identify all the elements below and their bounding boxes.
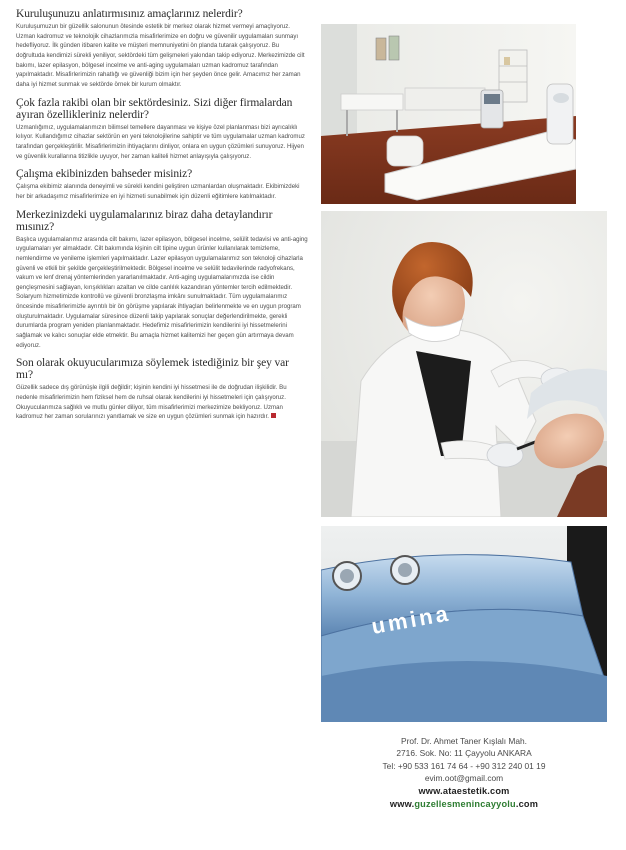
end-of-article-mark: [271, 413, 276, 418]
question-heading: Merkezinizdeki uygulamalarınız biraz daha detaylandırır mısınız?: [16, 208, 273, 233]
qa-section: [16, 97, 308, 162]
answer-paragraph: Kuruluşumuzun bir güzellik salonunun ötesinde estetik bir merkez olarak hizmet vermeyi amaçlıyoruz. Uzman kadromuz ve teknolojik cihazlarımızla misafirlerimize en doğru ve güvenilir uygulamaları sunmayı hedefliyoruz. İlk günden itibaren kalite ve müşteri memnuniyetini ön planda tutarak çalışıyoruz. Bu doğrultuda kendimizi sürekli yeniliyor, sektördeki tüm gelişmeleri yakından takip ediyoruz. Merkezimizde cilt bakımı, lazer epilasyon, bölgesel incelme ve anti-aging uygulamaları uzman kadromuz tarafından yapılmaktadır. Misafirlerimizin rahatlığı ve güvenliği bizim için her şeyden önce gelir. Amacımız her zaman daha iyi hizmet sunmak ve sektörde örnek bir kurum olmaktır.: [16, 23, 305, 88]
sunbed-brand-text: umina: [369, 600, 453, 639]
contact-block: [330, 735, 598, 811]
website-link-ataestetik[interactable]: www.ataestetik.com: [418, 785, 510, 796]
question-heading: Çok fazla rakibi olan bir sektördesiniz. Sizi diğer firmalardan ayıran özellikleriniz nelerdir?: [16, 96, 293, 121]
address-line-2: 2716. Sok. No: 11 Çayyolu ANKARA: [396, 748, 532, 759]
vent-icon: [391, 556, 419, 584]
article-column: [16, 8, 308, 842]
answer-paragraph: Başlıca uygulamalarımız arasında cilt bakımı, lazer epilasyon, bölgesel incelme, selülit tedavisi ve anti-aging uygulamaları yer almaktadır. Cilt bakımında kişinin cilt tipine uygun ürünler kullanılarak temizleme, nemlendirme ve yenileme işlemleri yapılmaktadır. Lazer epilasyon uygulamalarımız son teknoloji cihazlarla güvenli ve etkili bir şekilde gerçekleştirilmektedir. Bölgesel incelme ve selülit tedavilerinde radyofrekans, vakum ve lenf drenaj yöntemlerinden yararlanılmaktadır. Anti-aging uygulamalarımızda ise cildin gençleşmesini sağlayan, kırışıklıkları azaltan ve cilde canlılık kazandıran yöntemler tercih edilmektedir. Solaryum hizmetimizde kontrollü ve güvenli bronzlaşma imkânı sunulmaktadır. Tüm uygulamalarımız öncesinde misafirlerimizle ayrıntılı bir ön görüşme yapılarak ihtiyaçları belirlenmekte ve en uygun program oluşturulmaktadır. Uygulamalar süresince düzenli takip yapılarak sonuçlar değerlendirilmekte, gerekli durumlarda program yeniden planlanmaktadır. Hedefimiz misafirlerimizin kendilerini iyi hissetmelerini sağlamak ve kalıcı sonuçlar elde etmektir. Bu amaçla hizmet kalitemizi her geçen gün artırmaya devam ediyoruz.: [16, 235, 308, 349]
address-line-1: Prof. Dr. Ahmet Taner Kışlalı Mah.: [401, 736, 527, 746]
qa-section: [16, 357, 308, 422]
facial-treatment-photo: [321, 211, 607, 517]
qa-section: [16, 209, 308, 351]
qa-section: [16, 168, 308, 201]
answer-paragraph: [16, 383, 308, 422]
answer-paragraph: Çalışma ekibimiz alanında deneyimli ve sürekli kendini geliştiren uzmanlardan oluşmaktadır. Ekibimizdeki her bir arkadaşımız misafirlerimize en iyi hizmeti sunabilmek için düzenli eğitimlere katılmaktadır.: [16, 183, 300, 200]
website-prefix: www.: [389, 798, 415, 809]
qa-section: [16, 8, 308, 90]
question-heading: Kuruluşunuzu anlatırmısınız amaçlarınız nelerdir?: [16, 8, 243, 20]
question-heading: Son olarak okuyucularımıza söylemek istediğiniz bir şey var mı?: [16, 357, 289, 382]
answer-paragraph: Uzmanlığımız, uygulamalarımızın bilimsel temellere dayanması ve kişiye özel planlanması bizi ayrıcalıklı kılıyor. Kullandığımız cihazlar sektörün en yeni teknolojilerine sahiptir ve tüm uygulamalar uzman kadromuz tarafından gerçekleştirilir. Misafirlerimizin ihtiyaçlarını dinliyor, onlara en uygun çözümleri sunuyoruz. Hijyen ve güvenlik kurallarına titizlikle uyuyor, her zaman kaliteli hizmet anlayışıyla çalışıyoruz.: [16, 123, 305, 160]
question-heading: Çalışma ekibinizden bahseder misiniz?: [16, 168, 193, 181]
email-link[interactable]: evim.oot@gmail.com: [424, 773, 504, 784]
solarium-photo: [321, 526, 607, 722]
website-domain: guzellesmenincayyolu: [414, 798, 516, 809]
vent-icon: [333, 562, 361, 590]
treatment-room-photo: [321, 24, 576, 204]
website-link-guzellesmenin[interactable]: [330, 798, 598, 811]
phone-line: Tel: +90 533 161 74 64 - +90 312 240 01 19: [382, 760, 546, 771]
website-suffix: .com: [515, 798, 539, 809]
answer-text: Güzellik sadece dış görünüşle ilgili değildir; kişinin kendini iyi hissetmesi ile de doğrudan ilişkilidir. Bu nedenle misafirlerimizin hem fiziksel hem de ruhsal olarak kendilerini iyi hissetmeleri için çalışıyoruz. Okuyucularımıza sağlıklı ve mutlu günler diliyor, tüm misafirlerimizi merkezimize bekliyoruz. Uzman kadromuz her zaman sorularınızı yanıtlamak ve size en uygun çözümleri sunmak için hazırdır.: [16, 384, 287, 421]
